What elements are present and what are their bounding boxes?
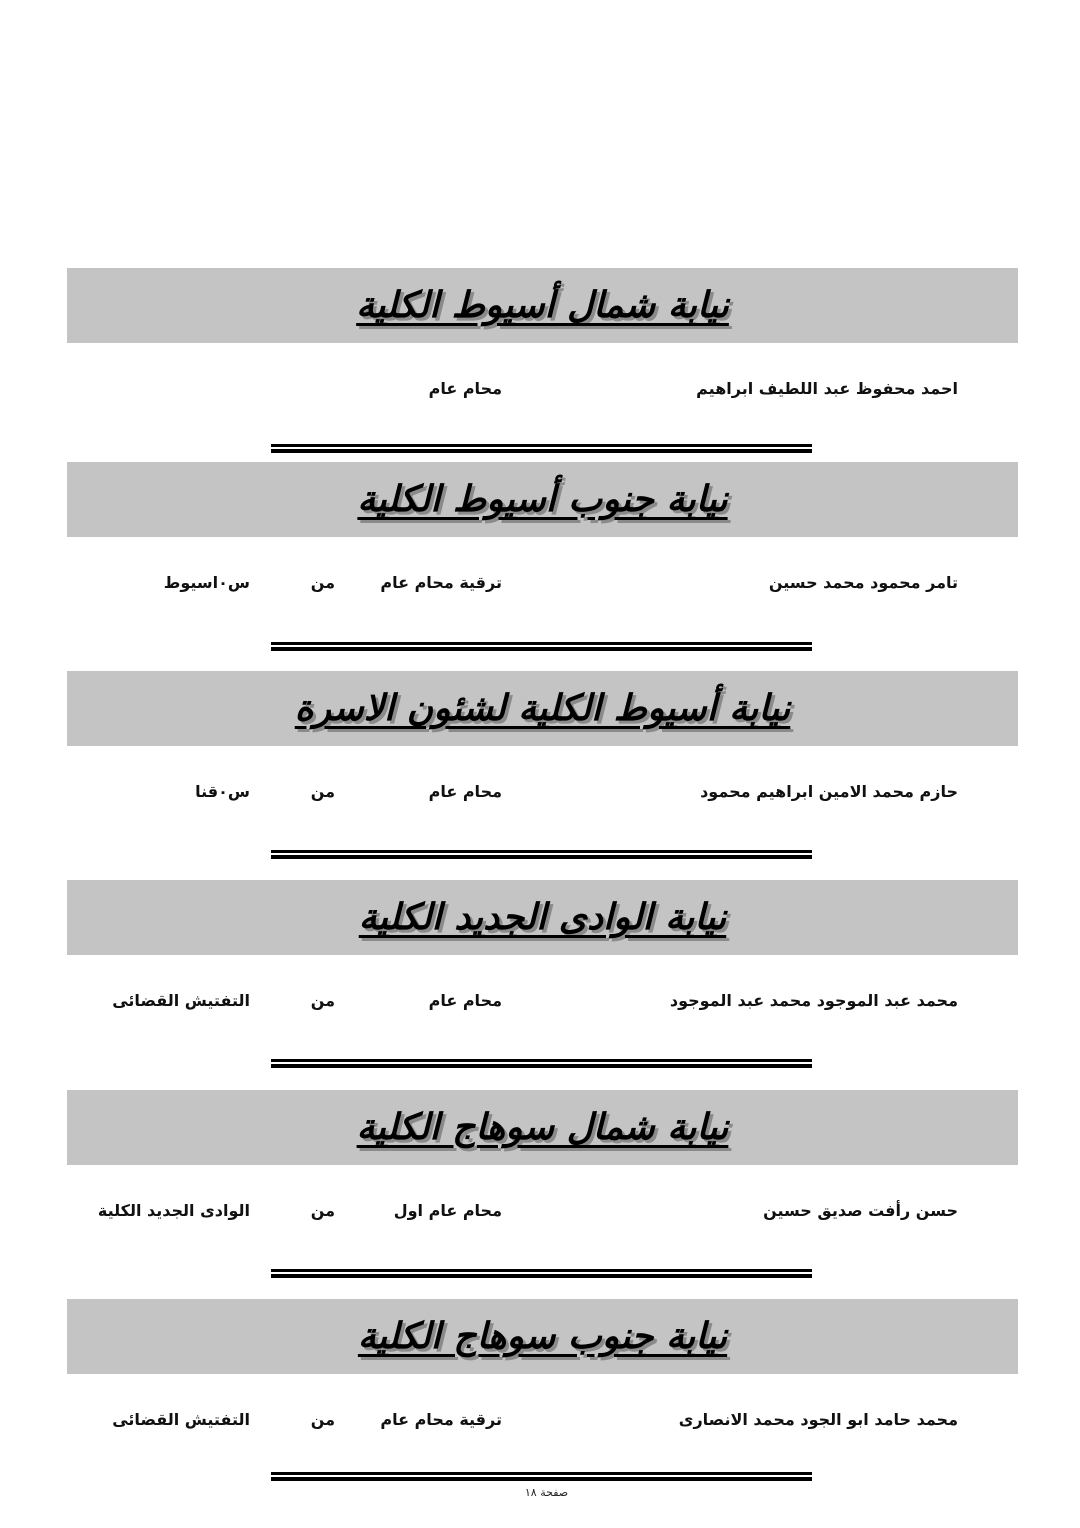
section-south-sohag bbox=[0, 1299, 1080, 1489]
section-north-assiut bbox=[0, 268, 1080, 458]
origin-office: الوادى الجديد الكلية bbox=[97, 1201, 250, 1220]
person-name: محمد عبد الموجود محمد عبد الموجود bbox=[669, 991, 958, 1010]
section-heading: نيابة جنوب سوهاج الكلية bbox=[357, 1316, 728, 1357]
section-heading-bar bbox=[67, 462, 1018, 537]
position-title: ترقية محام عام bbox=[380, 1410, 502, 1429]
origin-office: التفتيش القضائى bbox=[112, 991, 250, 1010]
from-label: من bbox=[310, 1201, 335, 1220]
section-heading-bar bbox=[67, 1090, 1018, 1165]
from-label: من bbox=[310, 1410, 335, 1429]
section-heading-bar bbox=[67, 1299, 1018, 1374]
appointment-row bbox=[0, 1410, 1080, 1434]
section-assiut-family-affairs bbox=[0, 671, 1080, 861]
section-heading: نيابة شمال سوهاج الكلية bbox=[356, 1107, 729, 1148]
position-title: محام عام bbox=[428, 379, 502, 398]
section-heading-bar bbox=[67, 880, 1018, 955]
person-name: احمد محفوظ عبد اللطيف ابراهيم bbox=[696, 379, 958, 398]
double-rule-divider bbox=[271, 1269, 812, 1278]
appointment-row bbox=[0, 379, 1080, 403]
position-title: ترقية محام عام bbox=[380, 573, 502, 592]
appointment-row bbox=[0, 782, 1080, 806]
section-north-sohag bbox=[0, 1090, 1080, 1280]
double-rule-divider bbox=[271, 1059, 812, 1068]
position-title: محام عام bbox=[428, 782, 502, 801]
origin-office: التفتيش القضائى bbox=[112, 1410, 250, 1429]
section-heading: نيابة الوادى الجديد الكلية bbox=[358, 897, 727, 938]
origin-office: س٠اسيوط bbox=[163, 573, 250, 592]
section-south-assiut bbox=[0, 462, 1080, 652]
page-number: صفحة ١٨ bbox=[524, 1486, 569, 1499]
double-rule-divider bbox=[271, 1472, 812, 1481]
appointment-row bbox=[0, 573, 1080, 597]
person-name: حسن رأفت صديق حسين bbox=[763, 1201, 958, 1220]
position-title: محام عام اول bbox=[393, 1201, 502, 1220]
person-name: محمد حامد ابو الجود محمد الانصارى bbox=[678, 1410, 958, 1429]
section-heading: نيابة جنوب أسيوط الكلية bbox=[357, 479, 728, 520]
section-heading: نيابة أسيوط الكلية لشئون الاسرة bbox=[294, 688, 791, 729]
double-rule-divider bbox=[271, 444, 812, 453]
section-heading-bar bbox=[67, 671, 1018, 746]
origin-office: س٠قنا bbox=[195, 782, 250, 801]
person-name: تامر محمود محمد حسين bbox=[768, 573, 958, 592]
position-title: محام عام bbox=[428, 991, 502, 1010]
person-name: حازم محمد الامين ابراهيم محمود bbox=[700, 782, 958, 801]
appointment-row bbox=[0, 1201, 1080, 1225]
double-rule-divider bbox=[271, 642, 812, 651]
double-rule-divider bbox=[271, 850, 812, 859]
section-new-valley bbox=[0, 880, 1080, 1070]
appointment-row bbox=[0, 991, 1080, 1015]
from-label: من bbox=[310, 782, 335, 801]
from-label: من bbox=[310, 573, 335, 592]
from-label: من bbox=[310, 991, 335, 1010]
section-heading: نيابة شمال أسيوط الكلية bbox=[356, 285, 729, 326]
section-heading-bar bbox=[67, 268, 1018, 343]
